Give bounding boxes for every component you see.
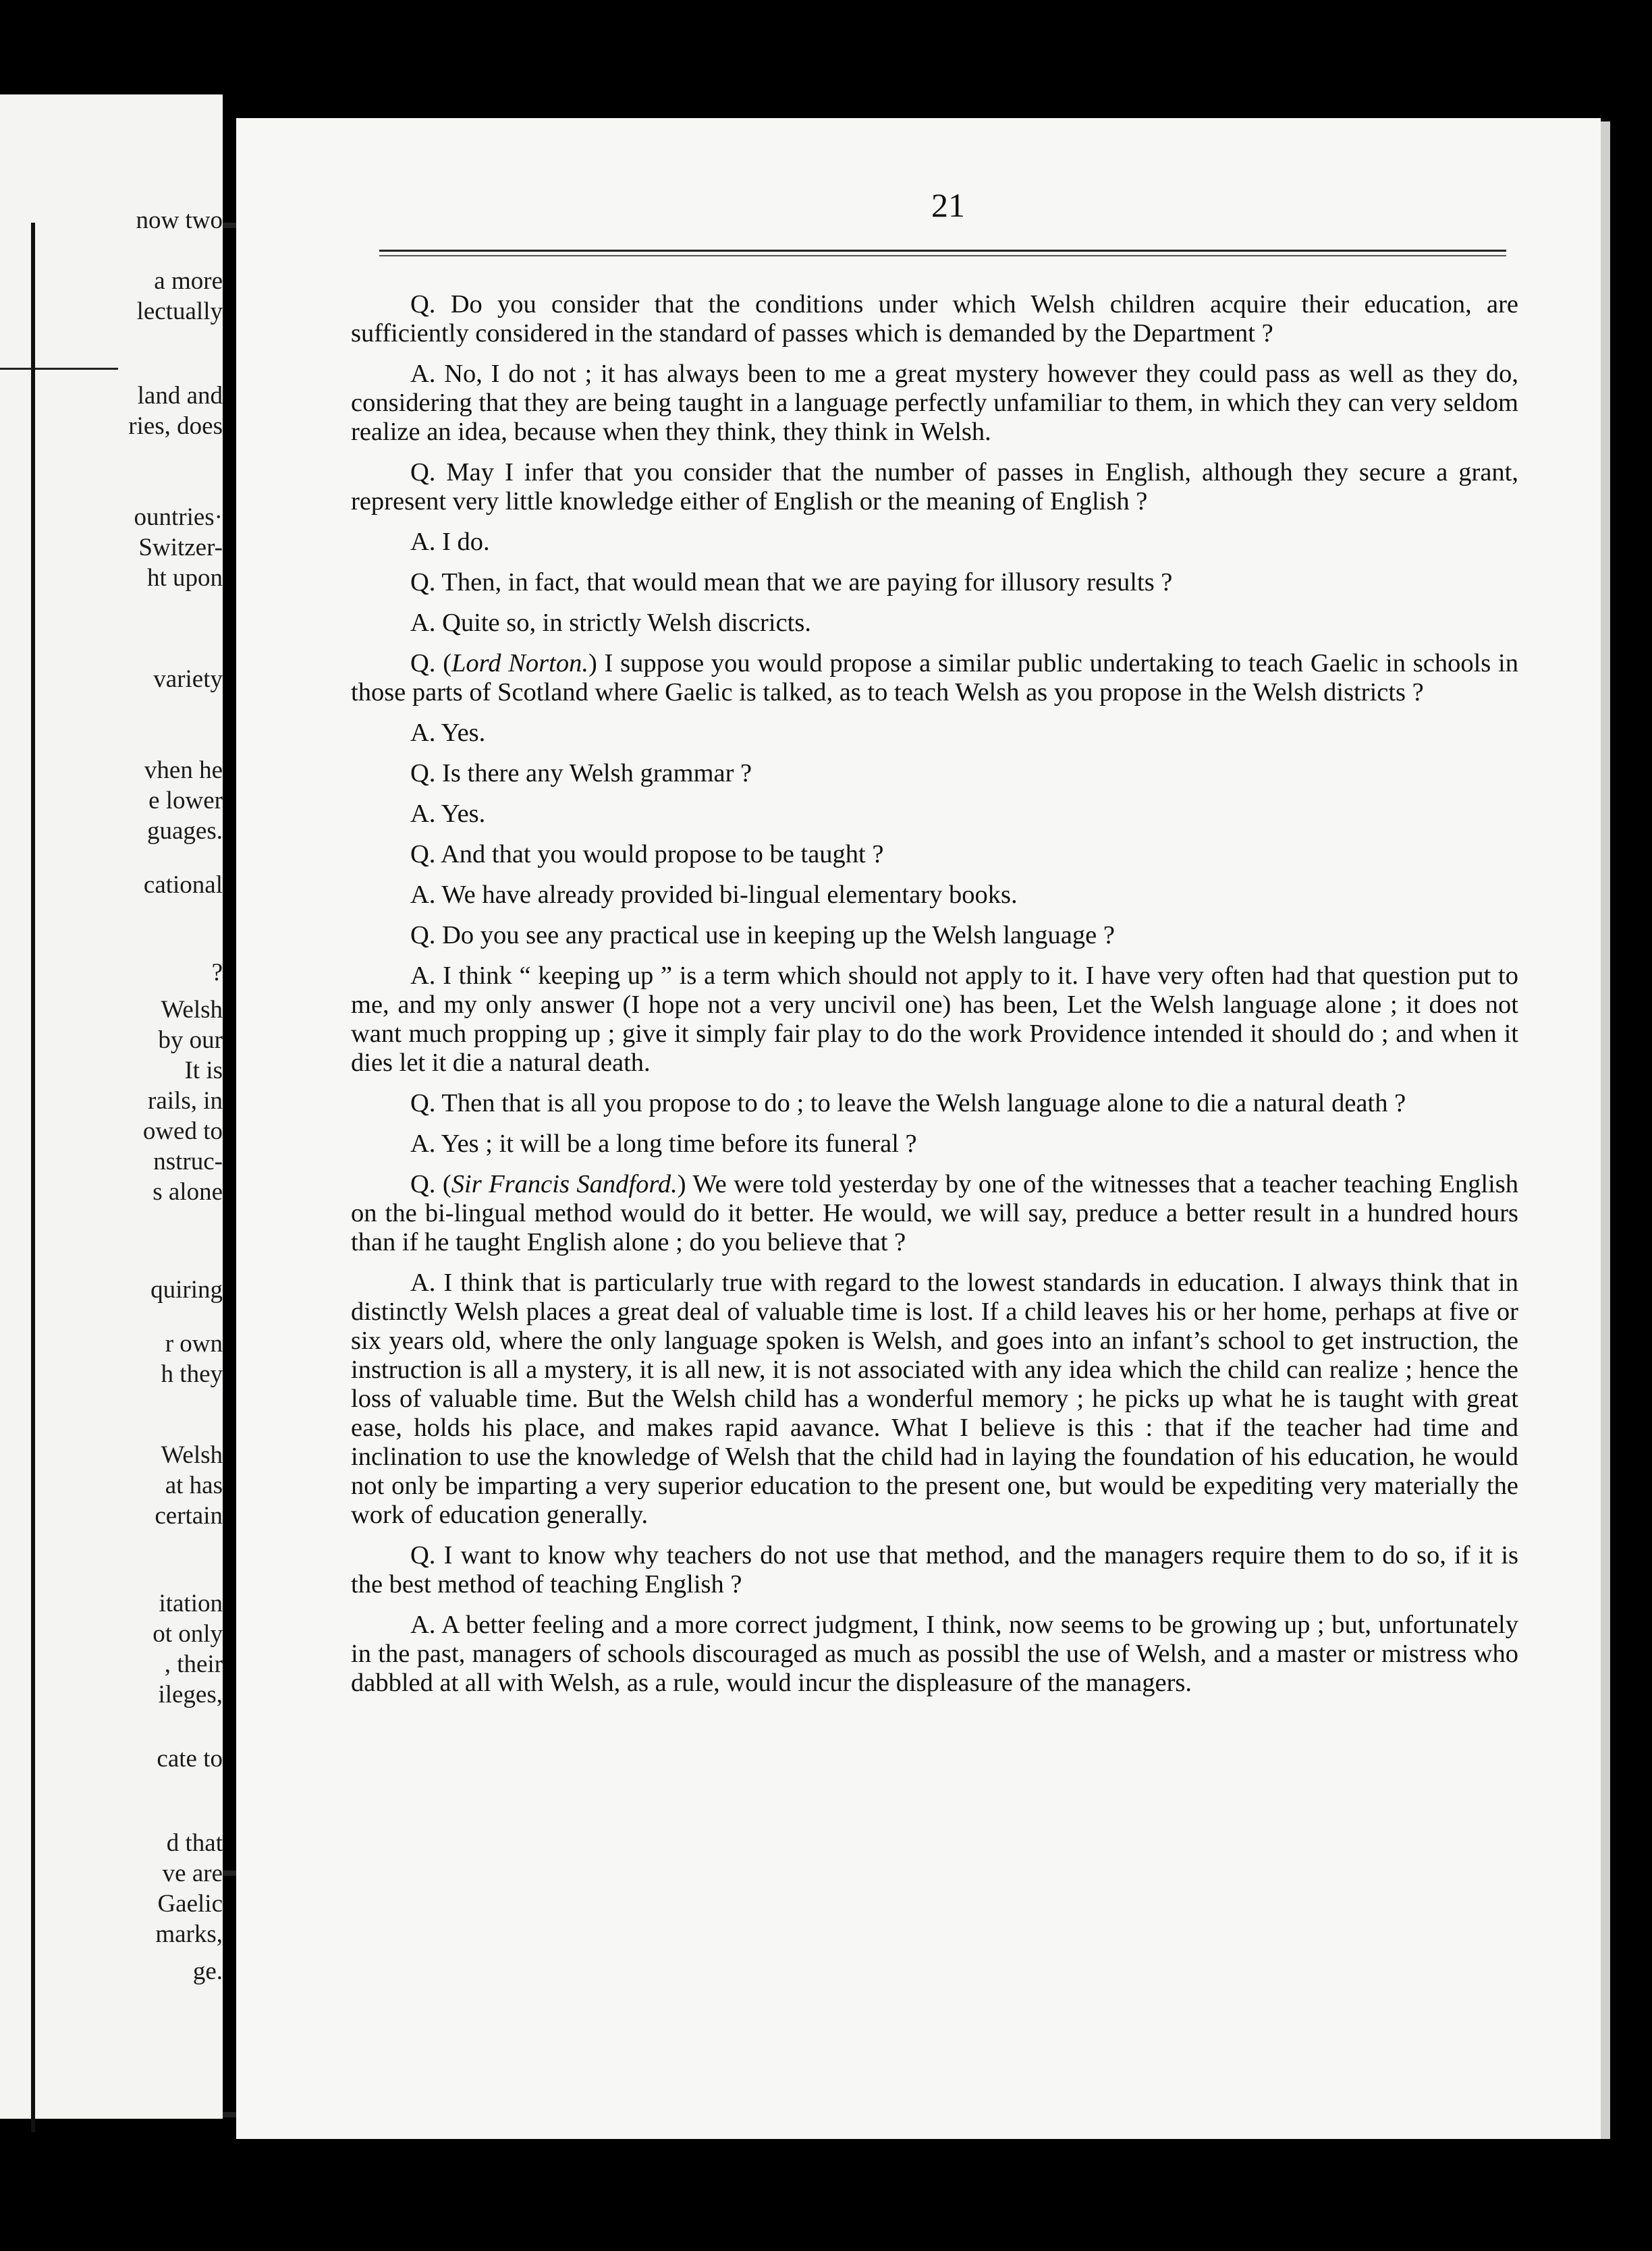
speaker-label: Q. (410, 290, 436, 318)
question-paragraph (351, 649, 1518, 707)
speaker-label: A. (410, 1611, 436, 1639)
answer-paragraph (351, 800, 1518, 829)
left-page-line: nstruc- (153, 1148, 223, 1175)
paragraph-text: Yes ; it will be a long time before its funeral ? (435, 1130, 917, 1158)
question-paragraph (351, 568, 1518, 597)
page-number: 21 (931, 186, 965, 224)
left-page-line: variety (153, 665, 223, 693)
paragraph-text: Then that is all you propose to do ; to leave the Welsh language alone to die a natural death ? (435, 1089, 1406, 1117)
question-paragraph (351, 1541, 1518, 1599)
binding-gutter (31, 223, 35, 2132)
paragraph-text: Yes. (435, 800, 486, 828)
left-page-line: It is (184, 1057, 223, 1084)
paragraph-text: Then, in fact, that would mean that we are paying for illusory results ? (435, 568, 1173, 596)
speaker-label: A. (410, 1269, 436, 1297)
paragraph-text: A better feeling and a more correct judgment, I think, now seems to be growing up ; but, unfortunately in the past, managers of schools discouraged as much as possibl the use of Welsh, and a master or mistress who dabbled at all with Welsh, as a rule, would incur the displeasure of the managers. (351, 1611, 1518, 1697)
question-paragraph (351, 458, 1518, 516)
question-paragraph (351, 759, 1518, 788)
left-page-line: s alone (153, 1178, 223, 1206)
paragraph-text: ( (435, 649, 452, 677)
left-page-line: at has (165, 1472, 223, 1499)
answer-paragraph (351, 360, 1518, 447)
paragraph-text: Do you consider that the conditions under which Welsh children acquire their education, are sufficiently considered in the standard of passes which is demanded by the Department ? (351, 290, 1518, 348)
speaker-label: A. (410, 881, 436, 909)
answer-paragraph (351, 881, 1518, 910)
left-page-line: ve are (162, 1860, 223, 1887)
left-page-line: owed to (142, 1117, 223, 1145)
left-page-line: marks, (155, 1920, 223, 1948)
question-paragraph (351, 921, 1518, 950)
speaker-label: A. (410, 609, 436, 637)
paragraph-text: We have already provided bi-lingual elementary books. (435, 881, 1018, 909)
page-edge (1601, 121, 1610, 2139)
answer-paragraph (351, 528, 1518, 557)
speaker-name: Sir Francis Sandford. (451, 1170, 678, 1198)
paragraph-text: I want to know why teachers do not use that method, and the managers require them to do so, if it is the best method of teaching English ? (351, 1541, 1518, 1599)
question-paragraph (351, 1089, 1518, 1118)
speaker-label: Q. (410, 1170, 436, 1198)
left-page-line: ot only (153, 1620, 223, 1648)
left-page-line: itation (159, 1590, 223, 1617)
paragraph-text: Quite so, in strictly Welsh discricts. (435, 609, 811, 637)
left-page-line: d that (166, 1829, 223, 1857)
testimony-text (351, 290, 1518, 1709)
answer-paragraph (351, 1130, 1518, 1159)
paragraph-text: I think that is particularly true with regard to the lowest standards in education. I always think that in distinctly Welsh places a great deal of valuable time is lost. If a child leaves his or her home, perhaps at five or six years old, where the only language spoken is Welsh, and goes into an infant’s school to get instruction, the instruction is all a mystery, it is all new, it is not associated with any idea which the child can realize ; hence the loss of valuable time. But the Welsh child has a wonderful memory ; he picks up what he is taught with great ease, holds his place, and makes rapid aavance. What I believe is this : that if the teacher had time and inclination to use the knowledge of Welsh that the child had in laying the foundation of his education, he would not only be imparting a very superior education to the present one, but would be expediting very materially the work of education generally. (351, 1269, 1518, 1529)
left-page-line: certain (155, 1502, 223, 1530)
left-page-line: Gaelic (157, 1890, 223, 1918)
speaker-label: Q. (410, 568, 436, 596)
left-page-line: cate to (157, 1745, 223, 1773)
speaker-label: Q. (410, 458, 436, 487)
right-page (236, 118, 1601, 2139)
left-page-line: ge. (192, 1957, 223, 1985)
speaker-label: A. (410, 1130, 436, 1158)
paragraph-text: No, I do not ; it has always been to me a great mystery however they could pass as well as they do, considering that they are being taught in a language perfectly unfamiliar to them, in which they can very seldom realize an idea, because when they think, they think in Welsh. (351, 360, 1518, 446)
left-page-line: lectually (136, 298, 223, 325)
left-page-line: cational (143, 871, 223, 899)
paragraph-text: Do you see any practical use in keeping up the Welsh language ? (435, 921, 1115, 949)
paragraph-text: And that you would propose to be taught ? (435, 840, 884, 868)
left-page-line: by our (158, 1026, 223, 1054)
paragraph-text: ) We were told yesterday by one of the witnesses that a teacher teaching English on the bi-lingual method would do it better. He would, we will say, preduce a better result in a hundred hours than if he taught English alone ; do you believe that ? (351, 1170, 1518, 1256)
speaker-label: A. (410, 962, 436, 990)
question-paragraph (351, 1170, 1518, 1257)
speaker-label: A. (410, 719, 436, 747)
speaker-label: Q. (410, 840, 436, 868)
paragraph-text: I do. (435, 528, 490, 556)
left-page-line: Welsh (161, 996, 223, 1024)
left-page-line: land and (137, 382, 223, 410)
question-paragraph (351, 290, 1518, 348)
answer-paragraph (351, 1269, 1518, 1530)
paragraph-text: I think “ keeping up ” is a term which should not apply to it. I have very often had that question put to me, and my only answer (I hope not a very uncivil one) has been, Let the Welsh language alone ; it does not want much propping up ; give it simply fair play to do the work Providence intended it should do ; and when it dies let it die a natural death. (351, 962, 1518, 1077)
left-page-line: ileges, (158, 1681, 223, 1708)
paragraph-text: Yes. (435, 719, 486, 747)
speaker-label: A. (410, 360, 436, 388)
paragraph-text: May I infer that you consider that the number of passes in English, although they secure a grant, represent very little knowledge either of English or the meaning of English ? (351, 458, 1518, 516)
speaker-label: Q. (410, 1089, 436, 1117)
answer-paragraph (351, 962, 1518, 1078)
left-page-line: ? (211, 959, 223, 986)
answer-paragraph (351, 1611, 1518, 1698)
paragraph-text: Is there any Welsh grammar ? (435, 759, 752, 787)
left-page-line: ht upon (146, 564, 223, 592)
left-page-line: a more (154, 267, 223, 295)
left-page-line: quiring (150, 1276, 223, 1304)
header-rule (379, 250, 1506, 256)
answer-paragraph (351, 719, 1518, 748)
speaker-label: Q. (410, 1541, 436, 1569)
speaker-label: Q. (410, 921, 436, 949)
question-paragraph (351, 840, 1518, 869)
speaker-label: Q. (410, 649, 436, 677)
left-page-line: , their (164, 1650, 223, 1678)
speaker-label: Q. (410, 759, 436, 787)
left-page-line: h they (161, 1360, 223, 1388)
left-page-line: rails, in (148, 1087, 223, 1115)
paragraph-text: ( (435, 1170, 451, 1198)
left-page-line: guages. (147, 817, 223, 845)
left-page-line: Switzer- (138, 534, 223, 561)
speaker-label: A. (410, 800, 436, 828)
left-page-line: vhen he (144, 756, 223, 784)
speaker-name: Lord Norton. (451, 649, 588, 677)
left-page-line: e lower (148, 787, 223, 814)
left-page-line: ountries· (134, 503, 223, 531)
answer-paragraph (351, 609, 1518, 638)
left-page-line: r own (165, 1330, 223, 1358)
left-page-line: Welsh (161, 1441, 223, 1469)
paragraph-text: ) I suppose you would propose a similar public undertaking to teach Gaelic in schools in those parts of Scotland where Gaelic is talked, as to teach Welsh as you propose in the Welsh districts ? (351, 649, 1518, 706)
left-page-line: ries, does (128, 412, 223, 440)
speaker-label: A. (410, 528, 436, 556)
left-page-line: now two (136, 206, 223, 234)
left-page-rule (0, 368, 118, 370)
